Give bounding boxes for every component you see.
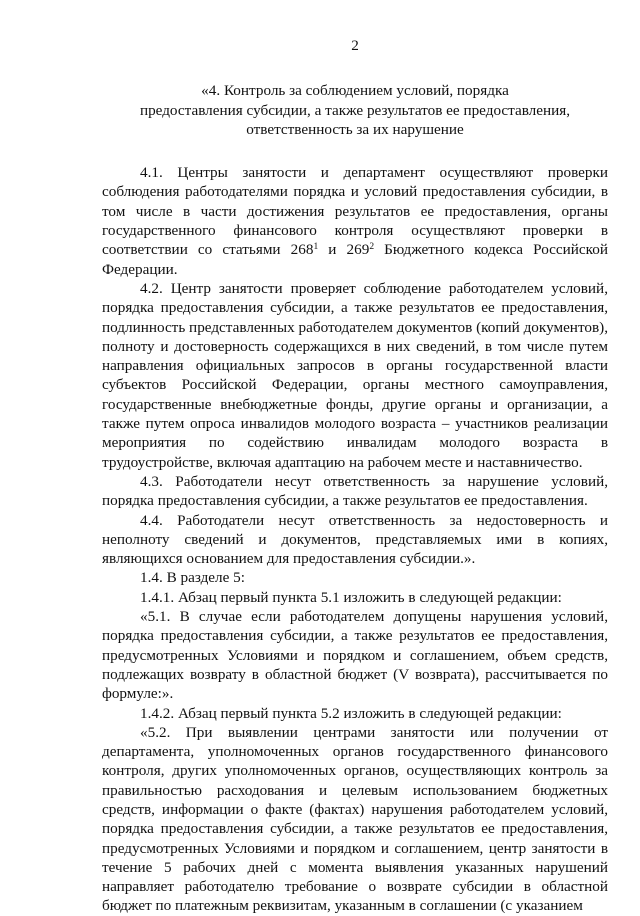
paragraph-4-1-text: и 269	[318, 241, 370, 259]
paragraph-4-4: 4.4. Работодатели несут ответственность за недостоверность и неполноту сведений и документов, представляемых ими в копиях, являющихся основанием для предоставления субсидии.».	[102, 511, 608, 568]
superscript: 1	[313, 242, 319, 253]
paragraph-4-1-text: 4.1. Центры занятости и департамент осуществляют проверки соблюдения работодателями порядка и условий предоставления субсидии, в том числе в части достижения результатов ее предоставления, органы государственного финансового контроля осуществляют проверки в соответствии со статьями 268	[102, 164, 608, 259]
page-number: 2	[351, 37, 359, 54]
paragraph-4-2: 4.2. Центр занятости проверяет соблюдение работодателем условий, порядка предоставления субсидии, а также результатов ее предоставления, подлинность представленных работодателем документов (копий документов), полноту и достоверность содержащихся в них сведений, в том числе путем направления официальных запросов в органы государственной власти субъектов Российской Федерации, органы местного самоуправления, государственные внебюджетные фонды, другие органы и организации, а также путем опроса инвалидов молодого возраста – участников реализации мероприятия по содействию инвалидам молодого возраста в трудоустройстве, включая адаптацию на рабочем месте и наставничество.	[102, 279, 608, 471]
paragraph-5-2: «5.2. При выявлении центрами занятости или получении от департамента, уполномоченных органов государственного финансового контроля, других уполномоченных органов, осуществляющих контроль за правильностью расходования и целевым использованием бюджетных средств, информации о факте (фактах) нарушения работодателем условий, порядка предоставления субсидии, а также результатов ее предоставления, предусмотренных Условиями и порядком и соглашением, центр занятости в течение 5 рабочих дней с момента выявления указанных нарушений направляет работодателю требование о возврате субсидии в областной бюджет по платежным реквизитам, указанным в соглашении (с указанием	[102, 723, 608, 915]
heading-line: ответственность за их нарушение	[246, 120, 464, 138]
section-heading	[102, 81, 608, 139]
superscript: 2	[369, 242, 375, 253]
paragraph-1-4-1: 1.4.1. Абзац первый пункта 5.1 изложить в следующей редакции:	[140, 588, 562, 606]
heading-line: «4. Контроль за соблюдением условий, порядка	[201, 82, 509, 100]
paragraph-4-1-text: Бюджетного кодекса Российской Федерации.	[102, 241, 608, 278]
paragraph-1-4: 1.4. В разделе 5:	[140, 569, 245, 587]
paragraph-5-1: «5.1. В случае если работодателем допущены нарушения условий, порядка предоставления субсидии, а также результатов ее предоставления, предусмотренных Условиями и порядком и соглашением, объем средств, подлежащих возврату в областной бюджет (V возврата), рассчитывается по формуле:».	[102, 608, 608, 703]
heading-line: предоставления субсидии, а также результатов ее предоставления,	[139, 101, 571, 119]
paragraph-4-1	[102, 163, 608, 279]
paragraph-1-4-2: 1.4.2. Абзац первый пункта 5.2 изложить в следующей редакции:	[140, 704, 562, 722]
paragraph-4-3: 4.3. Работодатели несут ответственность за нарушение условий, порядка предоставления субсидии, а также результатов ее предоставления.	[102, 472, 608, 510]
